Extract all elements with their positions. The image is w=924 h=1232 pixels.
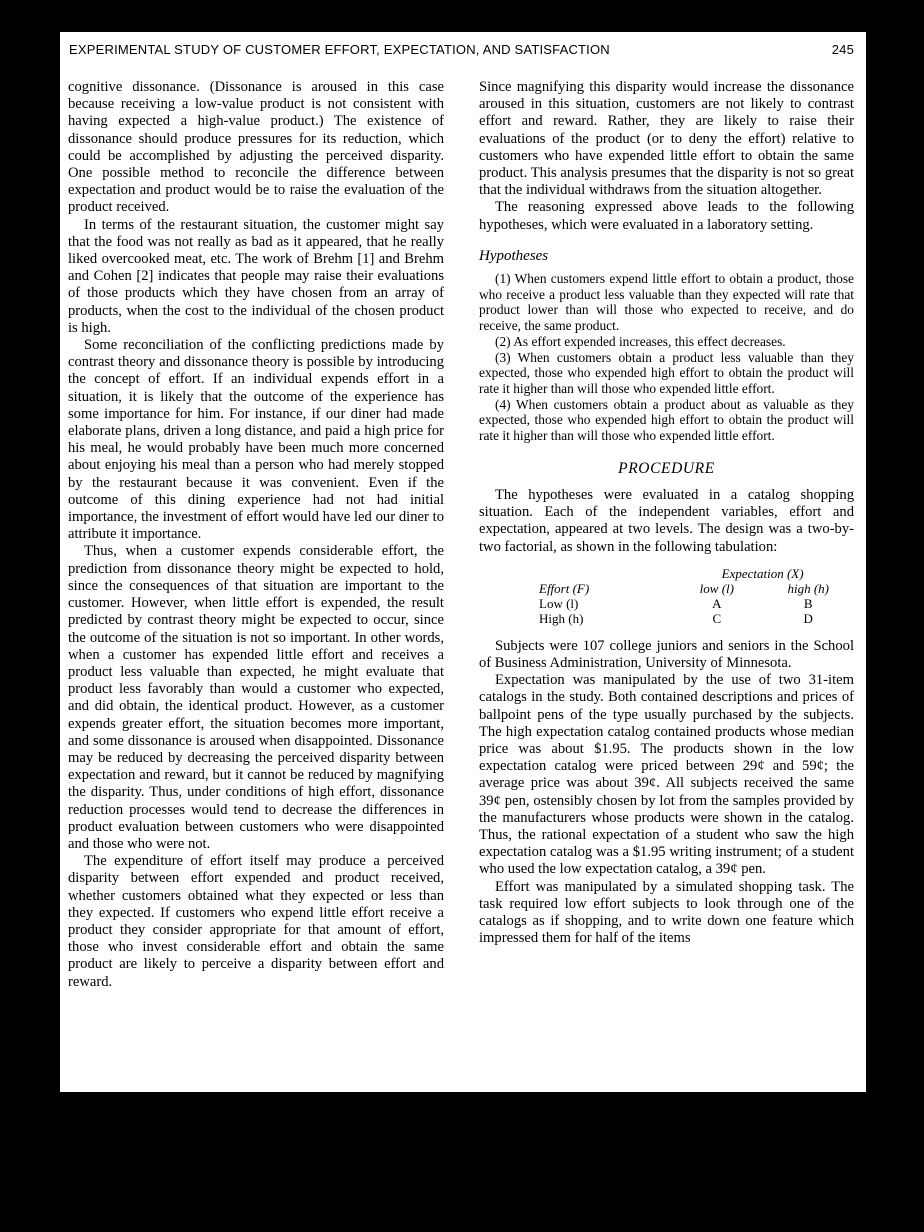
hypothesis: (1) When customers expend little effort to obtain a product, those who receive a product less valuable than they expected will rate that product lower than will those who expected to receive, and do receive, the same product. xyxy=(479,271,854,334)
running-title: EXPERIMENTAL STUDY OF CUSTOMER EFFORT, EXPECTATION, AND SATISFACTION xyxy=(69,42,610,57)
cell: A xyxy=(712,595,722,611)
design-table xyxy=(539,566,854,626)
table-row xyxy=(539,596,854,611)
paragraph: Some reconciliation of the conflicting predictions made by contrast theory and dissonance theory is possible by introducing the concept of effort. If an individual expends effort in a situation, it is likely that the outcome of the experience has some importance for him. For instance, if our diner had made elaborate plans, driven a long distance, and paid a high price for his meal, he would probably have been much more concerned about enjoying his meal than a person who had merely stopped by the restaurant because it was convenient. Even if the outcome of this dining experience had not had initial importance, the investment of effort would have led our diner to attribute it importance. xyxy=(68,337,444,543)
paragraph: The hypotheses were evaluated in a catalog shopping situation. Each of the independent variables, effort and expectation, appeared at two levels. The design was a two-by-two factorial, as shown in the following tabulation: xyxy=(479,486,854,555)
left-column xyxy=(68,79,444,991)
paragraph: Effort was manipulated by a simulated shopping task. The task required low effort subjects to look through one of the catalogs as if shopping, and to write down one feature which impressed them for half of the items xyxy=(479,878,854,947)
row-label: High (h) xyxy=(539,610,584,626)
hypothesis: (4) When customers obtain a product about as valuable as they expected, those who expended high effort to obtain the product will rate it higher than will those who expended little effort. xyxy=(479,396,854,444)
journal-page xyxy=(60,32,866,1092)
right-column xyxy=(479,79,854,947)
paragraph: Subjects were 107 college juniors and seniors in the School of Business Administration, University of Minnesota. xyxy=(479,637,854,671)
table-row xyxy=(539,611,854,626)
row-label: Low (l) xyxy=(539,595,579,611)
cell: B xyxy=(803,595,813,611)
hypothesis: (3) When customers obtain a product less valuable than they expected, those who expended high effort to obtain the product will rate it higher than will those who expended little effort. xyxy=(479,349,854,396)
paragraph: cognitive dissonance. (Dissonance is aroused in this case because receiving a low-value product is not consistent with having expected a high-value product.) The existence of dissonance should produce pressures for its reduction, which could be accomplished by adjusting the perceived disparity. One possible method to reconcile the difference between expectation and product would be to raise the evaluation of the product received. xyxy=(68,79,444,216)
paragraph: Thus, when a customer expends considerable effort, the prediction from dissonance theory might be expected to hold, since the consequences of that situation are important to the customer. However, when little effort is expended, the result predicted by contrast theory might be expected to occur, since the outcome of the situation is not so important. In other words, when a customer has expended little effort and receives a product less valuable than expected, he might evaluate that product less favorably than would a customer who expected, and did obtain, the identical product. However, as a customer expends greater effort, the situation becomes more important, and some dissonance is aroused when disappointed. Dissonance may be reduced by decreasing the perceived disparity between expectation and reward, but it cannot be reduced by magnifying the disparity. Thus, under conditions of high effort, dissonance reduction processes would tend to decrease the differences in product evaluation between customers who were disappointed and those who were not. xyxy=(68,543,444,852)
column-low: low (l) xyxy=(699,580,734,596)
cell: D xyxy=(803,610,813,626)
paragraph: In terms of the restaurant situation, the customer might say that the food was not really as bad as it appeared, that he really liked overcooked meat, etc. The work of Brehm [1] and Brehm and Cohen [2] indicates that people may raise their evaluations of those products which they have chosen from an array of products, when the cost to the individual of the chosen product is high. xyxy=(68,216,444,336)
paragraph: Since magnifying this disparity would increase the dissonance aroused in this situation, customers are not likely to contrast effort and reward. Rather, they are likely to raise their evaluations of the product (or to deny the effort) relative to customers who have expended little effort to obtain the same product. This analysis presumes that the disparity is not so great that the individual withdraws from the situation altogether. xyxy=(479,79,854,199)
expectation-header: Expectation (X) xyxy=(721,565,804,581)
effort-header: Effort (F) xyxy=(539,580,590,596)
cell: C xyxy=(712,610,722,626)
paragraph: The reasoning expressed above leads to the following hypotheses, which were evaluated in a laboratory setting. xyxy=(479,199,854,233)
procedure-heading: PROCEDURE xyxy=(618,459,715,477)
hypothesis: (2) As effort expended increases, this effect decreases. xyxy=(495,333,786,349)
hypotheses-heading: Hypotheses xyxy=(479,247,549,264)
paragraph: The expenditure of effort itself may produce a perceived disparity between effort expended and product received, whether customers obtained what they expected or less than they expected. If customers who expend little effort receive a product they consider appropriate for that amount of effort, those who invest considerable effort and obtain the same product are likely to perceive a disparity between effort and reward. xyxy=(68,853,444,990)
page-number: 245 xyxy=(831,42,854,57)
column-high: high (h) xyxy=(787,580,829,596)
paragraph: Expectation was manipulated by the use of two 31-item catalogs in the study. Both contained descriptions and prices of ballpoint pens of the type usually purchased by the subjects. The high expectation catalog contained products whose median price was about $1.95. The products shown in the low expectation catalog were priced between 29¢ and 59¢; the average price was about 39¢. All subjects received the same 39¢ pen, ostensibly chosen by lot from the samples provided by the manufacturers whose products were shown in the catalog. Thus, the rational expectation of a student who saw the high expectation catalog was a $1.95 writing instrument; of a student who used the low expectation catalog, a 39¢ pen. xyxy=(479,672,854,878)
